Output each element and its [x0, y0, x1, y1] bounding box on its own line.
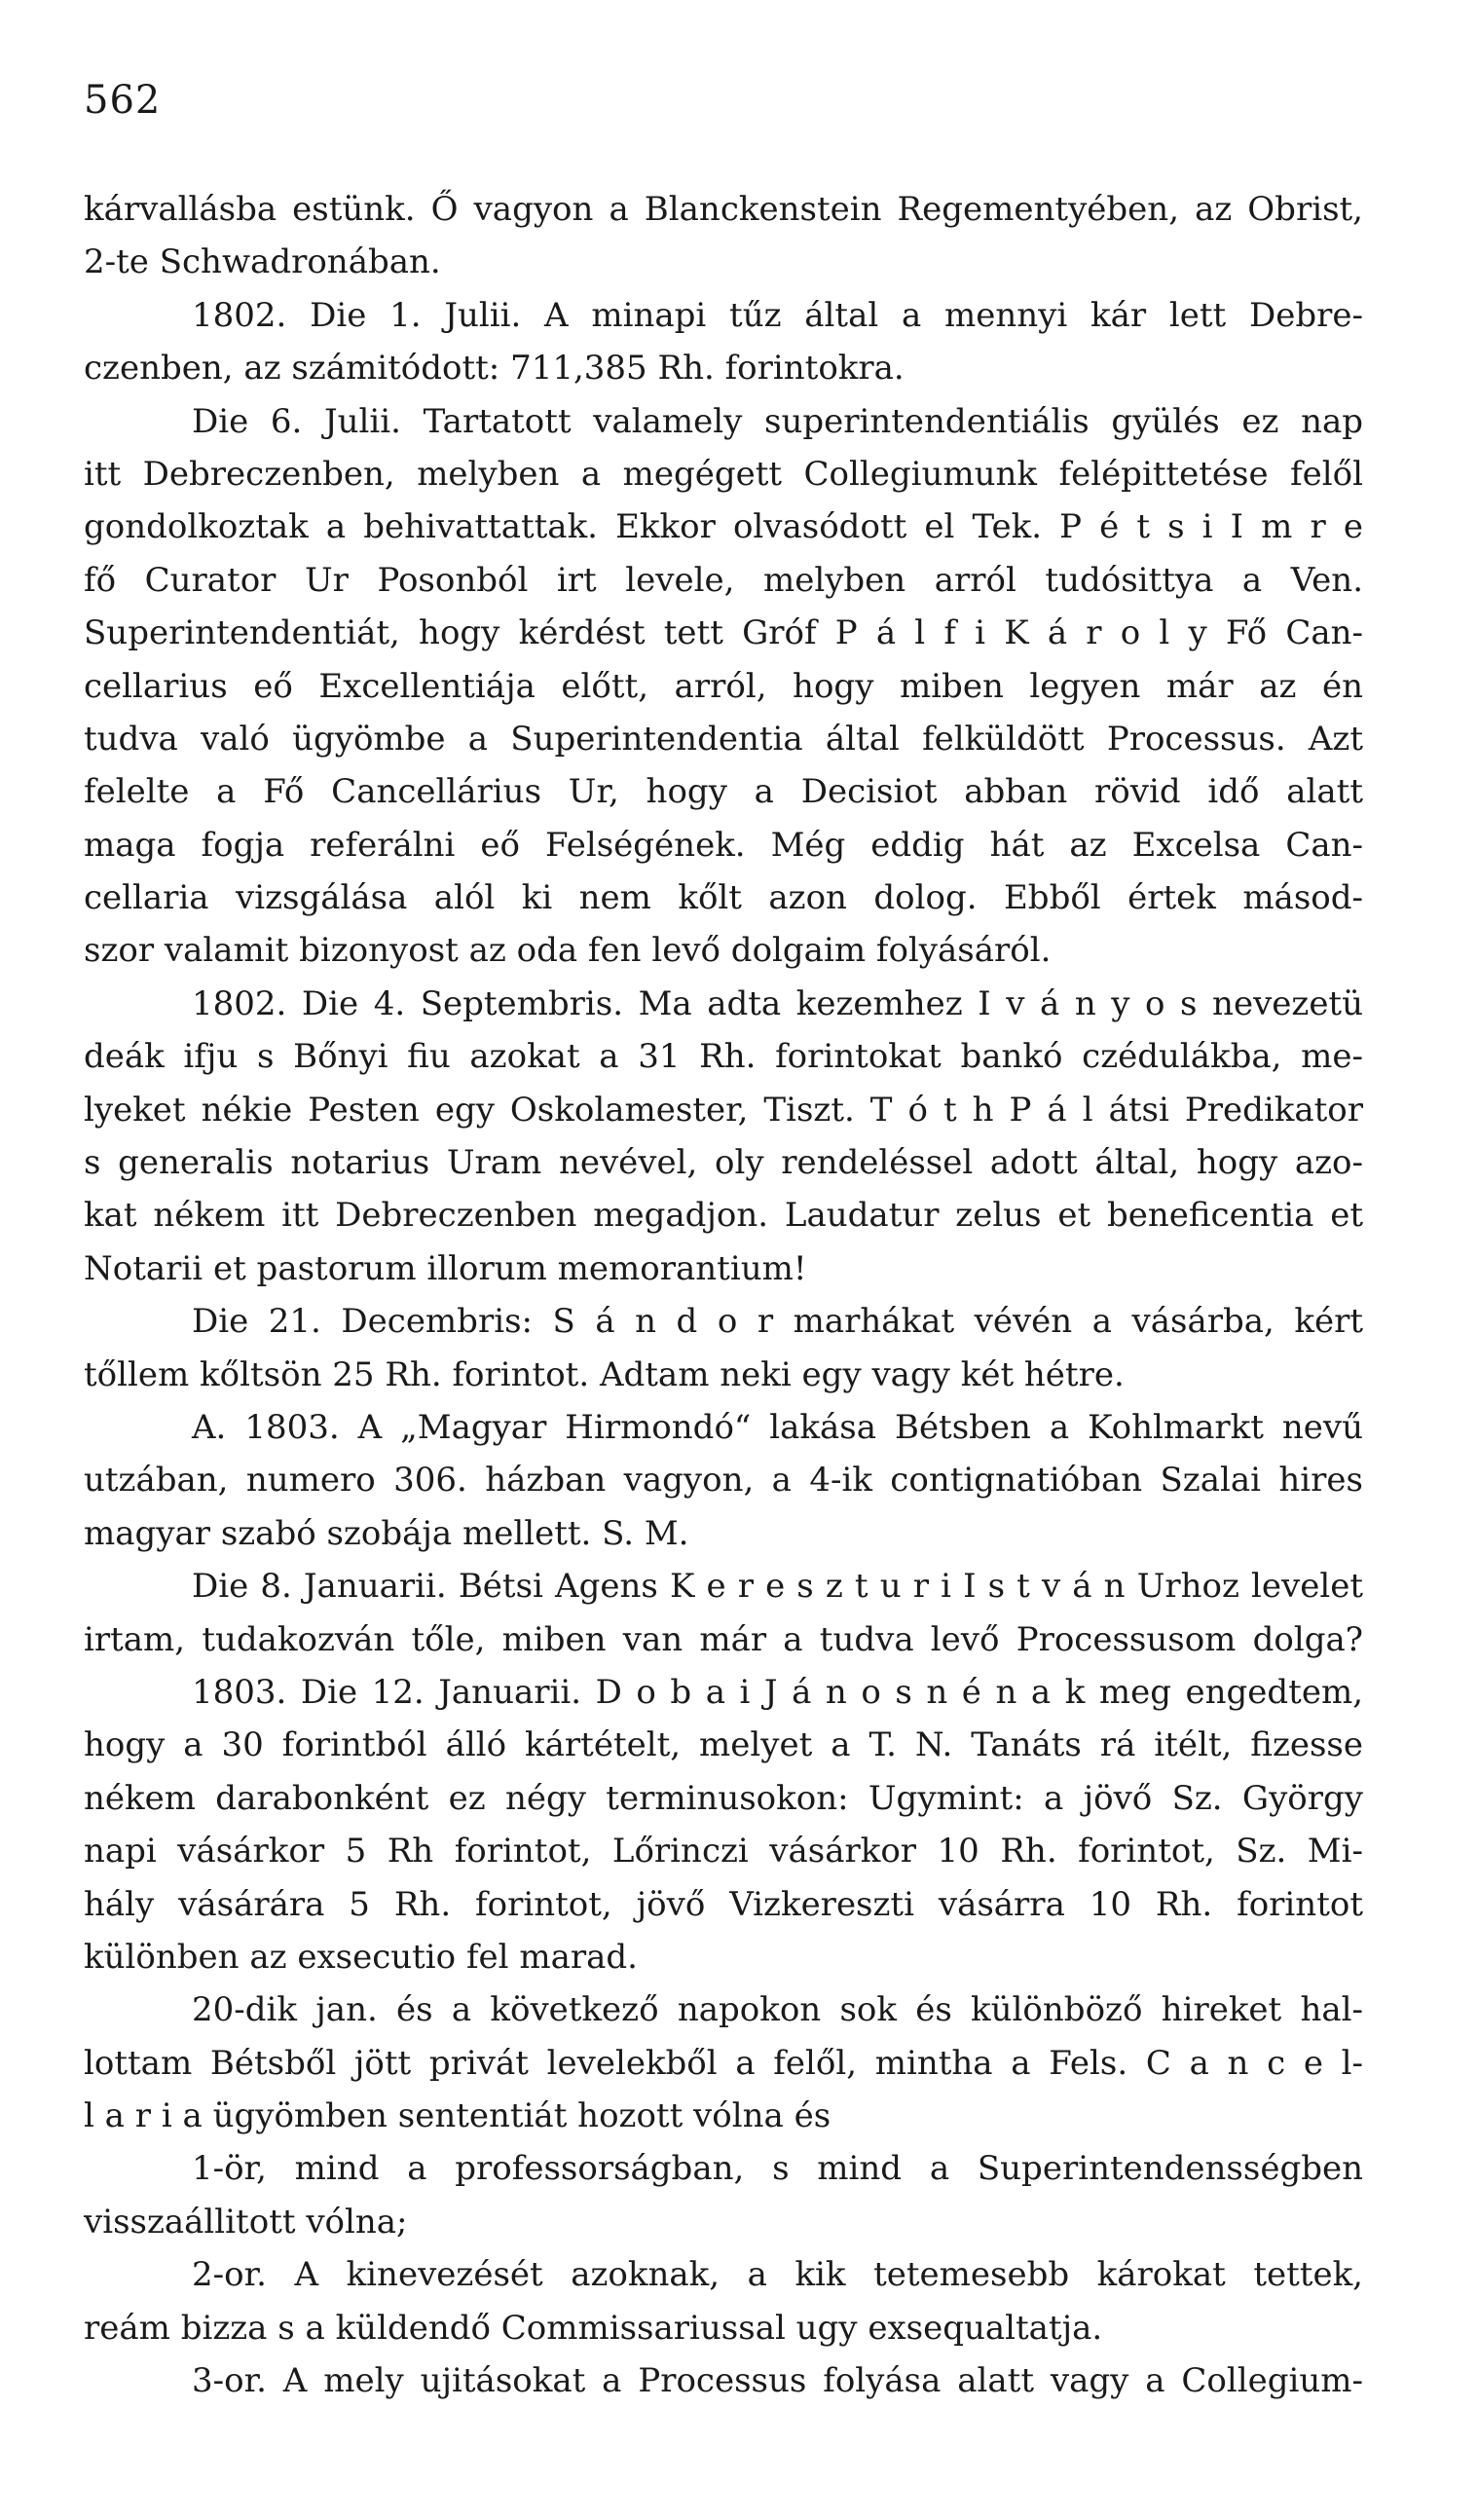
text-line: l a r i a ügyömben sententiát hozott vólna és — [84, 2096, 831, 2136]
text-line: itt Debreczenben, melyben a megégett Collegiumunk felépittetése felől — [84, 454, 1363, 494]
text-line: cellarius eő Excellentiája előtt, arról, hogy miben legyen már az én — [84, 666, 1363, 706]
text-line: fő Curator Ur Posonból irt levele, melyben arról tudósittya a Ven. — [84, 560, 1363, 600]
text-line: irtam, tudakozván tőle, miben van már a tudva levő Processusom dolga? — [84, 1619, 1363, 1659]
text-line: visszaállitott vólna; — [84, 2202, 408, 2242]
text-line: 1802. Die 4. Septembris. Ma adta kezemhez I v á n y o s nevezetü — [192, 983, 1363, 1023]
text-line: hogy a 30 forintból álló kártételt, melyet a T. N. Tanáts rá itélt, fizesse — [84, 1725, 1363, 1765]
text-line: tudva való ügyömbe a Superintendentia által felküldött Processus. Azt — [84, 719, 1363, 759]
text-line: s generalis notarius Uram nevével, oly rendeléssel adott által, hogy azo- — [84, 1143, 1363, 1183]
text-line: tőllem kőltsön 25 Rh. forintot. Adtam neki egy vagy két hétre. — [84, 1354, 1125, 1394]
text-line: 20-dik jan. és a következő napokon sok és különböző hireket hal- — [192, 1990, 1363, 2030]
text-line: gondolkoztak a behivattattak. Ekkor olvasódott el Tek. P é t s i I m r e — [84, 507, 1363, 547]
text-line: szor valamit bizonyost az oda fen levő dolgaim folyásáról. — [84, 931, 1052, 971]
text-line: 1-ör, mind a professorságban, s mind a Superintendensségben — [192, 2149, 1363, 2189]
text-line: Notarii et pastorum illorum memorantium! — [84, 1248, 807, 1288]
text-line: nékem darabonként ez négy terminusokon: Ugymint: a jövő Sz. György — [84, 1778, 1363, 1818]
text-line: Superintendentiát, hogy kérdést tett Gróf P á l f i K á r o l y Fő Can- — [84, 613, 1363, 653]
text-body — [84, 183, 1363, 2407]
text-line: kat nékem itt Debreczenben megadjon. Laudatur zelus et beneficentia et — [84, 1196, 1363, 1236]
text-line: kárvallásba estünk. Ő vagyon a Blanckenstein Regementyében, az Obrist, — [84, 190, 1363, 229]
text-line: 1802. Die 1. Julii. A minapi tűz által a mennyi kár lett Debre- — [192, 295, 1363, 335]
text-line: A. 1803. A „Magyar Hirmondó“ lakása Bétsben a Kohlmarkt nevű — [192, 1407, 1363, 1447]
text-line: 1803. Die 12. Januarii. D o b a i J á n o s n é n a k meg engedtem, — [192, 1672, 1363, 1712]
text-line: 2-or. A kinevezését azoknak, a kik tetemesebb károkat tettek, — [192, 2255, 1363, 2295]
text-line: lyeket nékie Pesten egy Oskolamester, Tiszt. T ó t h P á l átsi Predikator — [84, 1090, 1363, 1130]
text-line: felelte a Fő Cancellárius Ur, hogy a Decisiot abban rövid idő alatt — [84, 772, 1363, 812]
text-line: Die 6. Julii. Tartatott valamely superintendentiális gyülés ez nap — [192, 401, 1363, 441]
text-line: napi vásárkor 5 Rh forintot, Lőrinczi vásárkor 10 Rh. forintot, Sz. Mi- — [84, 1832, 1363, 1871]
text-line: reám bizza s a küldendő Commissariussal ugy exsequaltatja. — [84, 2308, 1103, 2348]
text-line: 3-or. A mely ujitásokat a Processus folyása alatt vagy a Collegium- — [192, 2361, 1363, 2401]
text-line: deák ifju s Bőnyi fiu azokat a 31 Rh. forintokat bankó czédulákba, me- — [84, 1037, 1363, 1077]
text-line: utzában, numero 306. házban vagyon, a 4-ik contignatióban Szalai hires — [84, 1461, 1363, 1501]
text-line: maga fogja referálni eő Felségének. Még eddig hát az Excelsa Can- — [84, 825, 1363, 865]
text-line: hály vásárára 5 Rh. forintot, jövő Vizkereszti vásárra 10 Rh. forintot — [84, 1884, 1363, 1924]
text-line: Die 21. Decembris: S á n d o r marhákat vévén a vásárba, kért — [192, 1302, 1363, 1342]
text-line: magyar szabó szobája mellett. S. M. — [84, 1513, 689, 1553]
text-line: cellaria vizsgálása alól ki nem kőlt azon dolog. Ebből értek másod- — [84, 878, 1363, 918]
text-line: Die 8. Januarii. Bétsi Agens K e r e s z t u r i I s t v á n Urhoz levelet — [192, 1567, 1363, 1607]
page-number: 562 — [84, 78, 162, 123]
text-line: czenben, az számitódott: 711,385 Rh. forintokra. — [84, 349, 905, 389]
text-line: lottam Bétsből jött privát levelekből a felől, mintha a Fels. C a n c e l- — [84, 2043, 1363, 2083]
text-line: 2-te Schwadronában. — [84, 242, 441, 282]
text-line: különben az exsecutio fel marad. — [84, 1937, 638, 1977]
